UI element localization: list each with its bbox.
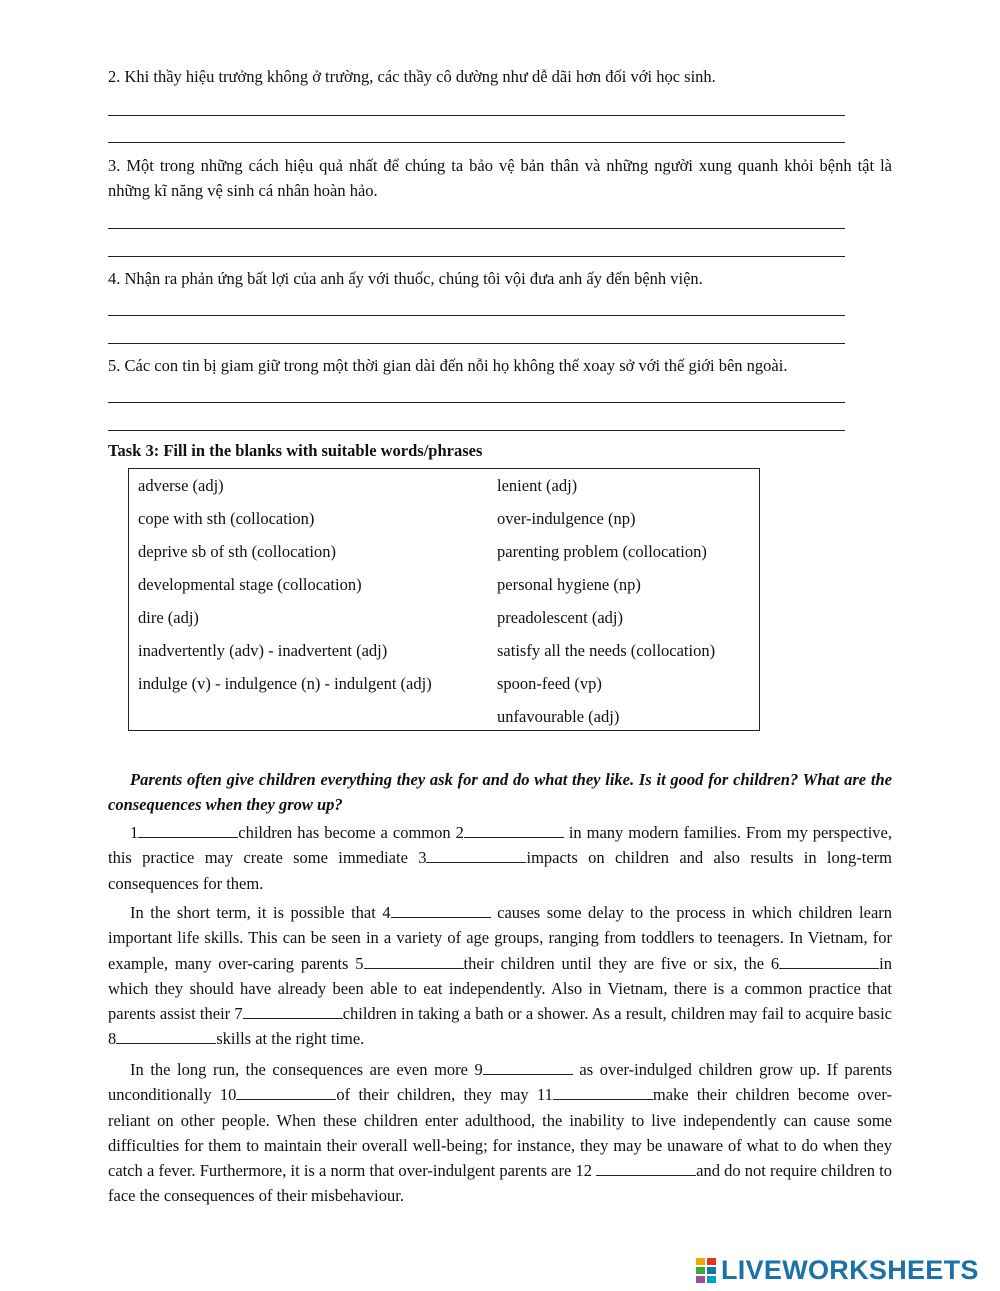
answer-line[interactable] [108,256,845,257]
vocabulary-box [128,468,760,731]
vocab-item: deprive sb of sth (collocation) [138,542,336,561]
question-2: 2. Khi thầy hiệu trưởng không ở trường, các thầy cô dường như dễ dãi hơn đối với học sinh. [108,67,716,86]
answer-line[interactable] [108,228,845,229]
question-3: 3. Một trong những cách hiệu quả nhất để chúng ta bảo vệ bản thân và những người xung quanh khỏi bệnh tật là những kĩ năng vệ sinh cá nhân hoàn hảo. [108,156,892,200]
vocab-item: developmental stage (collocation) [138,575,362,594]
blank-9[interactable] [483,1061,573,1075]
vocab-item: over-indulgence (np) [497,509,636,528]
vocab-item: unfavourable (adj) [497,707,620,726]
vocab-item: personal hygiene (np) [497,575,641,594]
blank-7[interactable] [243,1005,343,1019]
answer-line[interactable] [108,315,845,316]
vocab-item: indulge (v) - indulgence (n) - indulgent (adj) [138,674,432,693]
question-4: 4. Nhận ra phản ứng bất lợi của anh ấy với thuốc, chúng tôi vội đưa anh ấy đến bệnh viện. [108,269,703,288]
essay-prompt: Parents often give children everything they ask for and do what they like. Is it good for children? What are the consequences when they grow up? [108,770,892,814]
blank-4[interactable] [391,904,491,918]
vocab-item: adverse (adj) [138,476,224,495]
blank-2[interactable] [464,824,564,838]
vocab-item: spoon-feed (vp) [497,674,602,693]
paragraph-2: In the short term, it is possible that 4 causes some delay to the process in which children learn important life skills. This can be seen in a variety of age groups, ranging from toddlers to teenagers. In Vietnam, for example, many over-caring parents 5 their children until they are five or six, the 6 in which they should have already been able to eat independently. Also in Vietnam, there is a common practice that parents assist their 7 children in taking a bath or a shower. As a result, children may fail to acquire basic 8 skills at the right time. [108,903,893,1049]
blank-3[interactable] [426,849,526,863]
answer-line[interactable] [108,430,845,431]
blank-12[interactable] [596,1162,696,1176]
blank-1[interactable] [138,824,238,838]
liveworksheets-logo [696,1255,979,1285]
vocab-left-column [138,475,432,706]
vocab-item: preadolescent (adj) [497,608,623,627]
task3-title: Task 3: Fill in the blanks with suitable words/phrases [108,441,483,460]
answer-line[interactable] [108,142,845,143]
blank-10[interactable] [236,1086,336,1100]
liveworksheets-logo-icon [696,1257,718,1283]
vocab-item: satisfy all the needs (collocation) [497,641,716,660]
answer-line[interactable] [108,402,845,403]
vocab-right-column [497,475,715,739]
answer-line[interactable] [108,343,845,344]
paragraph-1: 1 children has become a common 2 in many modern families. From my perspective, this practice may create some immediate 3 impacts on children and also results in long-term consequences for them. [108,823,892,893]
vocab-item: cope with sth (collocation) [138,509,315,528]
liveworksheets-logo-text: LIVEWORKSHEETS [721,1254,979,1285]
paragraph-3: In the long run, the consequences are even more 9 as over-indulged children grow up. If parents unconditionally 10 of their children, they may 11 make their children become over-reliant on other people. When these children enter adulthood, the inability to live independently can cause some difficulties for them to maintain their overall well-being; for instance, they may be unaware of what to do when they catch a fever. Furthermore, it is a norm that over-indulgent parents are 12 and do not require children to face the consequences of their misbehaviour. [108,1060,893,1206]
answer-line[interactable] [108,115,845,116]
blank-5[interactable] [364,955,464,969]
vocab-item: parenting problem (collocation) [497,542,707,561]
blank-8[interactable] [116,1030,216,1044]
vocab-item: dire (adj) [138,608,199,627]
vocab-item: inadvertently (adv) - inadvertent (adj) [138,641,388,660]
blank-6[interactable] [779,955,879,969]
question-5: 5. Các con tin bị giam giữ trong một thời gian dài đến nỗi họ không thể xoay sở với thế giới bên ngoài. [108,356,788,375]
blank-11[interactable] [553,1086,653,1100]
vocab-item: lenient (adj) [497,476,578,495]
